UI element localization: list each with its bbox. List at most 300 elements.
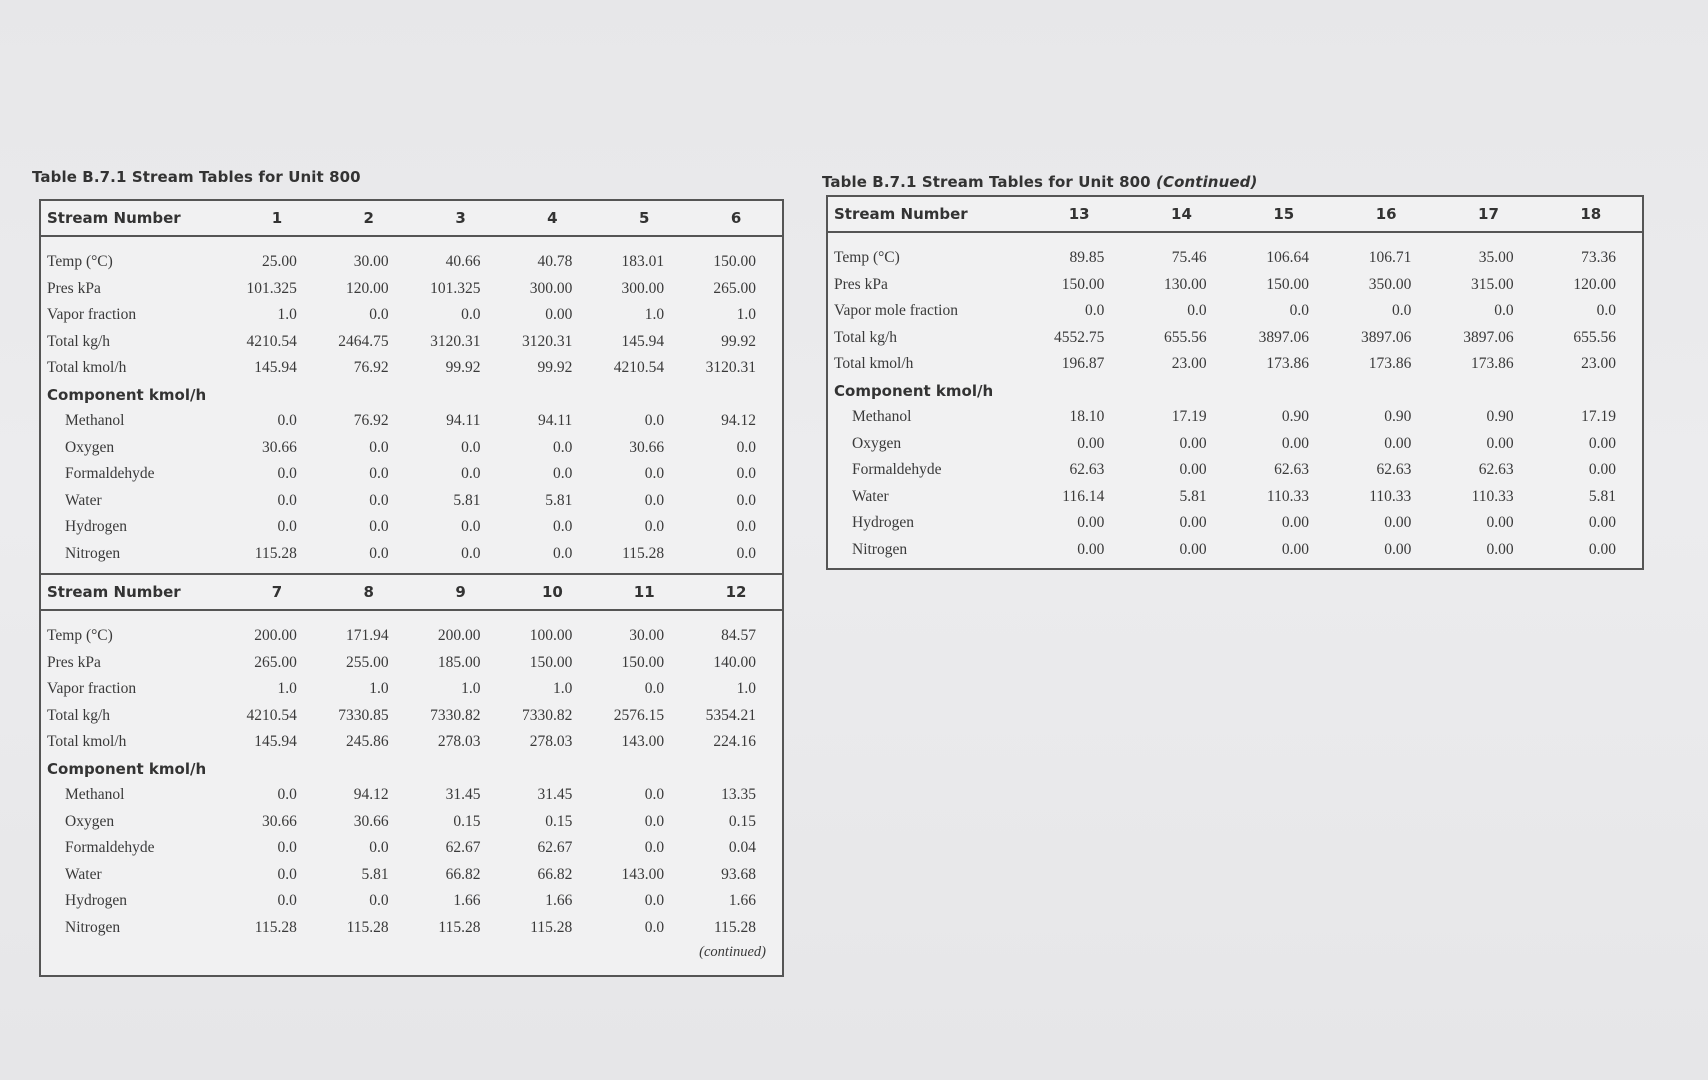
stream-number: 14 bbox=[1130, 197, 1232, 232]
table-cell: 1.0 bbox=[552, 680, 573, 698]
property-label: Total kg/h bbox=[47, 332, 111, 350]
component-row bbox=[41, 915, 782, 942]
property-label: Total kmol/h bbox=[47, 733, 127, 751]
table-cell: 76.92 bbox=[353, 359, 389, 377]
table-cell: 0.0 bbox=[1084, 302, 1105, 320]
component-header: Component kmol/h bbox=[47, 385, 207, 404]
stream-number: 13 bbox=[1028, 197, 1130, 232]
component-row bbox=[41, 809, 782, 836]
table-cell: 5.81 bbox=[1588, 487, 1616, 505]
table-cell: 7330.82 bbox=[430, 706, 481, 724]
table-cell: 3120.31 bbox=[705, 359, 756, 377]
component-label: Methanol bbox=[852, 408, 912, 426]
table-cell: 0.00 bbox=[1179, 434, 1207, 452]
table-cell: 7330.85 bbox=[338, 706, 389, 724]
table-cell: 245.86 bbox=[346, 733, 389, 751]
component-header: Component kmol/h bbox=[834, 381, 994, 400]
table-cell: 0.0 bbox=[369, 465, 389, 483]
table-cell: 0.00 bbox=[1077, 540, 1105, 558]
table-cell: 0.0 bbox=[461, 518, 481, 536]
table-cell: 0.0 bbox=[552, 518, 573, 536]
property-label: Pres kPa bbox=[47, 279, 101, 297]
table-cell: 115.28 bbox=[438, 918, 481, 936]
table-cell: 35.00 bbox=[1478, 249, 1514, 267]
component-row bbox=[41, 408, 782, 435]
continued-row bbox=[41, 941, 782, 963]
component-label: Water bbox=[65, 491, 102, 509]
table-cell: 0.0 bbox=[1494, 302, 1514, 320]
table-cell: 66.82 bbox=[537, 865, 573, 883]
component-row bbox=[41, 835, 782, 862]
stream-number: 11 bbox=[598, 575, 690, 610]
table-cell: 0.0 bbox=[369, 491, 389, 509]
component-row bbox=[41, 514, 782, 541]
table-cell: 0.0 bbox=[461, 306, 481, 324]
property-label: Vapor fraction bbox=[47, 306, 137, 324]
table-cell: 0.0 bbox=[736, 491, 756, 509]
table-cell: 0.00 bbox=[1077, 434, 1105, 452]
property-row bbox=[41, 623, 782, 650]
table-cell: 5354.21 bbox=[705, 706, 756, 724]
component-label: Hydrogen bbox=[65, 518, 127, 536]
stream-number: 5 bbox=[598, 201, 690, 236]
table-cell: 93.68 bbox=[721, 865, 756, 883]
table-cell: 0.0 bbox=[369, 306, 389, 324]
table-cell: 101.325 bbox=[430, 279, 481, 297]
table-cell: 13.35 bbox=[721, 786, 756, 804]
property-row bbox=[41, 302, 782, 329]
stream-number: 17 bbox=[1437, 197, 1539, 232]
table-cell: 145.94 bbox=[254, 733, 297, 751]
component-label: Hydrogen bbox=[852, 514, 914, 532]
table-cell: 0.0 bbox=[277, 518, 297, 536]
table-cell: 300.00 bbox=[529, 279, 573, 297]
property-row bbox=[41, 249, 782, 276]
table-cell: 0.00 bbox=[1077, 514, 1105, 532]
table-cell: 0.0 bbox=[277, 412, 297, 430]
property-row bbox=[828, 245, 1642, 272]
table-cell: 0.0 bbox=[461, 438, 481, 456]
component-row bbox=[41, 862, 782, 889]
component-row bbox=[828, 510, 1642, 537]
table-cell: 0.90 bbox=[1384, 408, 1412, 426]
stream-block bbox=[41, 573, 782, 969]
stream-number-label: Stream Number bbox=[41, 575, 231, 610]
table-cell: 255.00 bbox=[346, 653, 389, 671]
table-cell: 0.00 bbox=[1384, 434, 1412, 452]
component-label: Water bbox=[65, 865, 102, 883]
table-cell: 31.45 bbox=[537, 786, 573, 804]
table-cell: 106.64 bbox=[1266, 249, 1309, 267]
table-cell: 0.0 bbox=[461, 544, 481, 562]
table-cell: 4210.54 bbox=[613, 359, 665, 377]
table-cell: 224.16 bbox=[713, 733, 756, 751]
table-cell: 0.0 bbox=[736, 438, 756, 456]
table-cell: 30.66 bbox=[629, 438, 665, 456]
table-cell: 173.86 bbox=[1266, 355, 1309, 373]
component-label: Methanol bbox=[65, 412, 125, 430]
table-cell: 1.0 bbox=[736, 680, 756, 698]
property-label: Total kg/h bbox=[834, 328, 898, 346]
table-cell: 0.90 bbox=[1281, 408, 1309, 426]
table-cell: 0.0 bbox=[644, 491, 665, 509]
component-header-row bbox=[41, 756, 782, 783]
table-cell: 0.00 bbox=[1384, 540, 1412, 558]
table-cell: 200.00 bbox=[437, 627, 481, 645]
table-cell: 62.67 bbox=[537, 839, 573, 857]
property-label: Total kmol/h bbox=[47, 359, 127, 377]
table-cell: 150.00 bbox=[713, 253, 756, 271]
table-cell: 655.56 bbox=[1164, 328, 1207, 346]
header-row bbox=[41, 201, 782, 236]
stream-table bbox=[41, 201, 782, 573]
stream-table bbox=[41, 575, 782, 969]
table-cell: 1.0 bbox=[277, 680, 297, 698]
table-cell: 173.86 bbox=[1368, 355, 1412, 373]
table-cell: 115.28 bbox=[254, 918, 297, 936]
table-cell: 0.0 bbox=[736, 518, 756, 536]
table-cell: 200.00 bbox=[254, 627, 297, 645]
table-cell: 1.0 bbox=[644, 306, 665, 324]
table-cell: 0.0 bbox=[644, 786, 665, 804]
table-cell: 183.01 bbox=[621, 253, 665, 271]
table-cell: 655.56 bbox=[1573, 328, 1616, 346]
table-cell: 2576.15 bbox=[613, 706, 665, 724]
table-cell: 130.00 bbox=[1164, 275, 1207, 293]
table-cell: 106.71 bbox=[1368, 249, 1412, 267]
component-row bbox=[828, 484, 1642, 511]
stream-table-right-panel bbox=[826, 195, 1644, 570]
table-cell: 0.0 bbox=[644, 412, 665, 430]
table-cell: 278.03 bbox=[529, 733, 573, 751]
stream-number: 9 bbox=[415, 575, 507, 610]
continued-note: (continued) bbox=[699, 943, 766, 960]
table-cell: 115.28 bbox=[254, 544, 297, 562]
table-cell: 30.66 bbox=[261, 812, 297, 830]
component-label: Formaldehyde bbox=[852, 461, 942, 479]
table-cell: 62.63 bbox=[1274, 461, 1309, 479]
property-row bbox=[41, 729, 782, 756]
table-cell: 143.00 bbox=[621, 865, 665, 883]
table-cell: 120.00 bbox=[1573, 275, 1616, 293]
table-cell: 99.92 bbox=[537, 359, 573, 377]
table-cell: 0.0 bbox=[277, 865, 297, 883]
table-cell: 1.66 bbox=[453, 892, 481, 910]
property-row bbox=[828, 325, 1642, 352]
table-cell: 30.00 bbox=[353, 253, 389, 271]
table-cell: 3120.31 bbox=[521, 332, 573, 350]
property-label: Vapor fraction bbox=[47, 680, 137, 698]
table-cell: 17.19 bbox=[1171, 408, 1207, 426]
table-cell: 4210.54 bbox=[246, 706, 297, 724]
component-label: Oxygen bbox=[852, 434, 902, 452]
table-cell: 0.00 bbox=[1588, 514, 1616, 532]
property-row bbox=[828, 351, 1642, 378]
component-row bbox=[828, 457, 1642, 484]
table-cell: 0.00 bbox=[1281, 514, 1309, 532]
table-cell: 1.66 bbox=[545, 892, 573, 910]
table-cell: 265.00 bbox=[254, 653, 297, 671]
stream-number: 2 bbox=[323, 201, 415, 236]
table-cell: 0.00 bbox=[1588, 461, 1616, 479]
component-label: Oxygen bbox=[65, 438, 115, 456]
table-cell: 31.45 bbox=[445, 786, 481, 804]
table-cell: 0.00 bbox=[1588, 434, 1616, 452]
table-cell: 0.04 bbox=[728, 839, 756, 857]
table-cell: 120.00 bbox=[346, 279, 389, 297]
table-cell: 89.85 bbox=[1069, 249, 1105, 267]
table-cell: 5.81 bbox=[361, 865, 389, 883]
table-cell: 171.94 bbox=[346, 627, 389, 645]
table-cell: 115.28 bbox=[530, 918, 573, 936]
table-cell: 0.90 bbox=[1486, 408, 1514, 426]
table-cell: 0.0 bbox=[369, 518, 389, 536]
table-cell: 62.63 bbox=[1376, 461, 1412, 479]
table-cell: 30.66 bbox=[261, 438, 297, 456]
stream-number: 18 bbox=[1540, 197, 1642, 232]
table-cell: 115.28 bbox=[346, 918, 389, 936]
property-label: Pres kPa bbox=[47, 653, 101, 671]
table-cell: 115.28 bbox=[622, 544, 665, 562]
table-cell: 1.0 bbox=[277, 306, 297, 324]
table-cell: 0.0 bbox=[644, 465, 665, 483]
table-cell: 315.00 bbox=[1471, 275, 1514, 293]
table-cell: 0.15 bbox=[728, 812, 756, 830]
table-cell: 110.33 bbox=[1471, 487, 1514, 505]
property-row bbox=[41, 703, 782, 730]
component-label: Methanol bbox=[65, 786, 125, 804]
table-cell: 143.00 bbox=[621, 733, 665, 751]
table-cell: 23.00 bbox=[1171, 355, 1207, 373]
table-cell: 0.00 bbox=[1281, 434, 1309, 452]
component-label: Nitrogen bbox=[852, 540, 908, 558]
table-cell: 2464.75 bbox=[338, 332, 389, 350]
table-cell: 0.0 bbox=[277, 491, 297, 509]
stream-number: 10 bbox=[506, 575, 598, 610]
table-caption-left bbox=[32, 168, 361, 186]
table-cell: 0.0 bbox=[277, 786, 297, 804]
table-cell: 100.00 bbox=[529, 627, 573, 645]
table-cell: 150.00 bbox=[1266, 275, 1309, 293]
component-row bbox=[41, 888, 782, 915]
table-cell: 150.00 bbox=[1061, 275, 1105, 293]
table-cell: 23.00 bbox=[1581, 355, 1616, 373]
table-cell: 7330.82 bbox=[521, 706, 573, 724]
table-cell: 73.36 bbox=[1581, 249, 1616, 267]
table-cell: 0.0 bbox=[552, 438, 573, 456]
table-cell: 116.14 bbox=[1062, 487, 1105, 505]
table-cell: 1.0 bbox=[369, 680, 389, 698]
property-row bbox=[41, 276, 782, 303]
stream-number: 12 bbox=[690, 575, 782, 610]
table-cell: 40.66 bbox=[445, 253, 481, 271]
table-cell: 173.86 bbox=[1471, 355, 1514, 373]
table-cell: 115.28 bbox=[713, 918, 756, 936]
table-cell: 196.87 bbox=[1061, 355, 1105, 373]
table-cell: 94.12 bbox=[721, 412, 756, 430]
table-cell: 0.0 bbox=[461, 465, 481, 483]
caption-text: Table B.7.1 Stream Tables for Unit 800 bbox=[822, 173, 1157, 191]
table-cell: 0.00 bbox=[1179, 514, 1207, 532]
table-cell: 62.63 bbox=[1478, 461, 1514, 479]
table-cell: 75.46 bbox=[1171, 249, 1207, 267]
table-cell: 0.0 bbox=[1596, 302, 1616, 320]
table-cell: 62.63 bbox=[1069, 461, 1105, 479]
table-cell: 99.92 bbox=[445, 359, 481, 377]
component-row bbox=[828, 431, 1642, 458]
table-cell: 3897.06 bbox=[1463, 328, 1514, 346]
stream-number: 7 bbox=[231, 575, 323, 610]
property-label: Total kg/h bbox=[47, 706, 111, 724]
stream-number: 6 bbox=[690, 201, 782, 236]
table-cell: 40.78 bbox=[537, 253, 573, 271]
property-row bbox=[41, 676, 782, 703]
component-label: Water bbox=[852, 487, 889, 505]
component-label: Nitrogen bbox=[65, 544, 121, 562]
component-label: Formaldehyde bbox=[65, 465, 155, 483]
table-cell: 1.0 bbox=[736, 306, 756, 324]
table-cell: 0.00 bbox=[1486, 540, 1514, 558]
table-cell: 300.00 bbox=[621, 279, 665, 297]
property-row bbox=[828, 272, 1642, 299]
table-cell: 0.0 bbox=[1391, 302, 1412, 320]
table-cell: 0.0 bbox=[644, 680, 665, 698]
table-cell: 0.0 bbox=[277, 892, 297, 910]
table-cell: 84.57 bbox=[721, 627, 756, 645]
table-cell: 0.15 bbox=[453, 812, 481, 830]
table-cell: 18.10 bbox=[1069, 408, 1105, 426]
table-cell: 30.00 bbox=[629, 627, 665, 645]
stream-number-label: Stream Number bbox=[828, 197, 1028, 232]
table-cell: 3120.31 bbox=[430, 332, 481, 350]
component-header-row bbox=[41, 382, 782, 409]
component-label: Hydrogen bbox=[65, 892, 127, 910]
table-cell: 94.11 bbox=[538, 412, 573, 430]
table-cell: 0.0 bbox=[277, 465, 297, 483]
table-cell: 101.325 bbox=[246, 279, 297, 297]
header-row bbox=[41, 575, 782, 610]
table-cell: 0.0 bbox=[736, 544, 756, 562]
property-label: Temp (°C) bbox=[47, 253, 113, 271]
header-row bbox=[828, 197, 1642, 232]
table-cell: 0.0 bbox=[644, 839, 665, 857]
component-row bbox=[41, 435, 782, 462]
component-row bbox=[41, 541, 782, 568]
table-cell: 0.0 bbox=[644, 918, 665, 936]
component-label: Nitrogen bbox=[65, 918, 121, 936]
table-cell: 0.0 bbox=[552, 544, 573, 562]
table-cell: 110.33 bbox=[1266, 487, 1309, 505]
table-cell: 0.0 bbox=[369, 839, 389, 857]
table-cell: 5.81 bbox=[545, 491, 573, 509]
table-cell: 0.0 bbox=[277, 839, 297, 857]
table-cell: 0.00 bbox=[1384, 514, 1412, 532]
component-header-row bbox=[828, 378, 1642, 405]
table-cell: 140.00 bbox=[713, 653, 756, 671]
table-cell: 0.00 bbox=[1179, 540, 1207, 558]
table-cell: 0.0 bbox=[1289, 302, 1309, 320]
table-cell: 185.00 bbox=[437, 653, 481, 671]
table-cell: 1.0 bbox=[461, 680, 481, 698]
table-cell: 17.19 bbox=[1581, 408, 1616, 426]
table-cell: 5.81 bbox=[453, 491, 481, 509]
table-cell: 278.03 bbox=[437, 733, 481, 751]
property-row bbox=[41, 650, 782, 677]
table-cell: 4552.75 bbox=[1053, 328, 1105, 346]
stream-number: 4 bbox=[506, 201, 598, 236]
stream-number: 16 bbox=[1335, 197, 1437, 232]
component-row bbox=[41, 461, 782, 488]
stream-block bbox=[41, 201, 782, 573]
table-cell: 0.0 bbox=[736, 465, 756, 483]
table-cell: 0.0 bbox=[644, 518, 665, 536]
component-row bbox=[828, 537, 1642, 564]
table-cell: 94.12 bbox=[353, 786, 389, 804]
stream-number: 8 bbox=[323, 575, 415, 610]
table-cell: 150.00 bbox=[621, 653, 665, 671]
stream-table-left-panel bbox=[39, 199, 784, 977]
stream-number: 15 bbox=[1233, 197, 1335, 232]
table-cell: 0.00 bbox=[1486, 514, 1514, 532]
table-cell: 0.00 bbox=[545, 306, 573, 324]
stream-number: 1 bbox=[231, 201, 323, 236]
caption-continued: (Continued) bbox=[1156, 173, 1258, 191]
table-cell: 4210.54 bbox=[246, 332, 297, 350]
table-cell: 265.00 bbox=[713, 279, 756, 297]
table-cell: 145.94 bbox=[254, 359, 297, 377]
table-cell: 0.0 bbox=[369, 892, 389, 910]
table-cell: 0.15 bbox=[545, 812, 573, 830]
table-cell: 66.82 bbox=[445, 865, 481, 883]
component-label: Oxygen bbox=[65, 812, 115, 830]
table-cell: 0.0 bbox=[369, 438, 389, 456]
property-label: Vapor mole fraction bbox=[834, 302, 958, 320]
table-cell: 0.00 bbox=[1486, 434, 1514, 452]
table-cell: 30.66 bbox=[353, 812, 389, 830]
property-label: Temp (°C) bbox=[834, 249, 900, 267]
component-row bbox=[828, 404, 1642, 431]
property-row bbox=[41, 355, 782, 382]
table-caption-right bbox=[822, 173, 1257, 191]
table-cell: 0.0 bbox=[552, 465, 573, 483]
table-cell: 0.0 bbox=[1187, 302, 1207, 320]
stream-number-label: Stream Number bbox=[41, 201, 231, 236]
table-cell: 5.81 bbox=[1179, 487, 1207, 505]
table-cell: 99.92 bbox=[721, 332, 756, 350]
stream-block bbox=[828, 197, 1642, 569]
table-cell: 76.92 bbox=[353, 412, 389, 430]
table-cell: 1.66 bbox=[728, 892, 756, 910]
table-cell: 25.00 bbox=[261, 253, 297, 271]
component-row bbox=[41, 488, 782, 515]
stream-number: 3 bbox=[415, 201, 507, 236]
table-cell: 0.0 bbox=[644, 892, 665, 910]
caption-text: Table B.7.1 Stream Tables for Unit 800 bbox=[32, 168, 361, 186]
table-cell: 0.0 bbox=[369, 544, 389, 562]
table-cell: 0.00 bbox=[1179, 461, 1207, 479]
property-row bbox=[41, 329, 782, 356]
table-cell: 0.00 bbox=[1281, 540, 1309, 558]
table-cell: 0.0 bbox=[644, 812, 665, 830]
table-cell: 62.67 bbox=[445, 839, 481, 857]
table-cell: 110.33 bbox=[1369, 487, 1412, 505]
component-label: Formaldehyde bbox=[65, 839, 155, 857]
property-row bbox=[828, 298, 1642, 325]
property-label: Total kmol/h bbox=[834, 355, 914, 373]
component-header: Component kmol/h bbox=[47, 759, 207, 778]
stream-table bbox=[828, 197, 1642, 569]
table-cell: 3897.06 bbox=[1360, 328, 1412, 346]
